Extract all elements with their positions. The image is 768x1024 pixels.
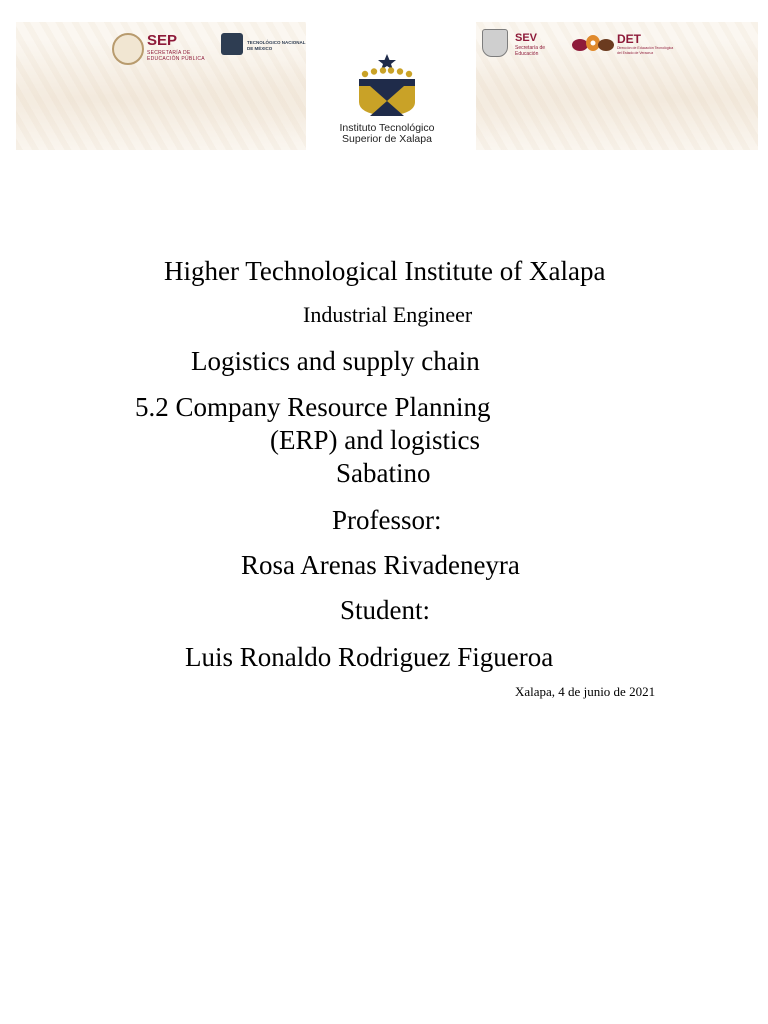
sep-logo-subtitle: SECRETARÍA DE EDUCACIÓN PÚBLICA bbox=[147, 50, 205, 62]
place-date: Xalapa, 4 de junio de 2021 bbox=[515, 684, 656, 699]
student-name: Luis Ronaldo Rodriguez Figueroa bbox=[185, 642, 554, 672]
professor-label: Professor: bbox=[332, 505, 442, 535]
tecnm-logo-icon bbox=[221, 33, 243, 55]
sep-logo-text: SEP bbox=[147, 32, 178, 49]
institute-name: Higher Technological Institute of Xalapa bbox=[164, 256, 606, 286]
veracruz-crest-icon bbox=[482, 29, 508, 57]
topic-line-2: (ERP) and logistics bbox=[270, 425, 480, 455]
itsx-logo-icon bbox=[352, 52, 422, 118]
student-label: Student: bbox=[340, 595, 431, 625]
itsx-caption bbox=[322, 123, 452, 145]
professor-name: Rosa Arenas Rivadeneyra bbox=[241, 550, 520, 580]
mexico-seal-icon bbox=[112, 33, 144, 65]
det-logo-text: DET bbox=[617, 32, 641, 46]
det-logo-icon bbox=[571, 33, 615, 53]
sev-logo-subtitle: Secretaría de Educación bbox=[515, 45, 546, 57]
det-logo-subtitle: Dirección de Educación Tecnológica del Estado de Veracruz bbox=[617, 46, 674, 55]
career-name: Industrial Engineer bbox=[303, 302, 473, 327]
sev-logo-text: SEV bbox=[515, 32, 538, 44]
topic-line-1: 5.2 Company Resource Planning bbox=[135, 392, 491, 422]
itsx-caption-line2: Superior de Xalapa bbox=[342, 133, 432, 145]
itsx-caption-line1: Instituto Tecnológico bbox=[339, 122, 435, 134]
tecnm-logo-text: TECNOLÓGICO NACIONAL DE MÉXICO bbox=[247, 40, 306, 51]
group-name: Sabatino bbox=[336, 458, 431, 488]
subject-name: Logistics and supply chain bbox=[191, 346, 480, 376]
